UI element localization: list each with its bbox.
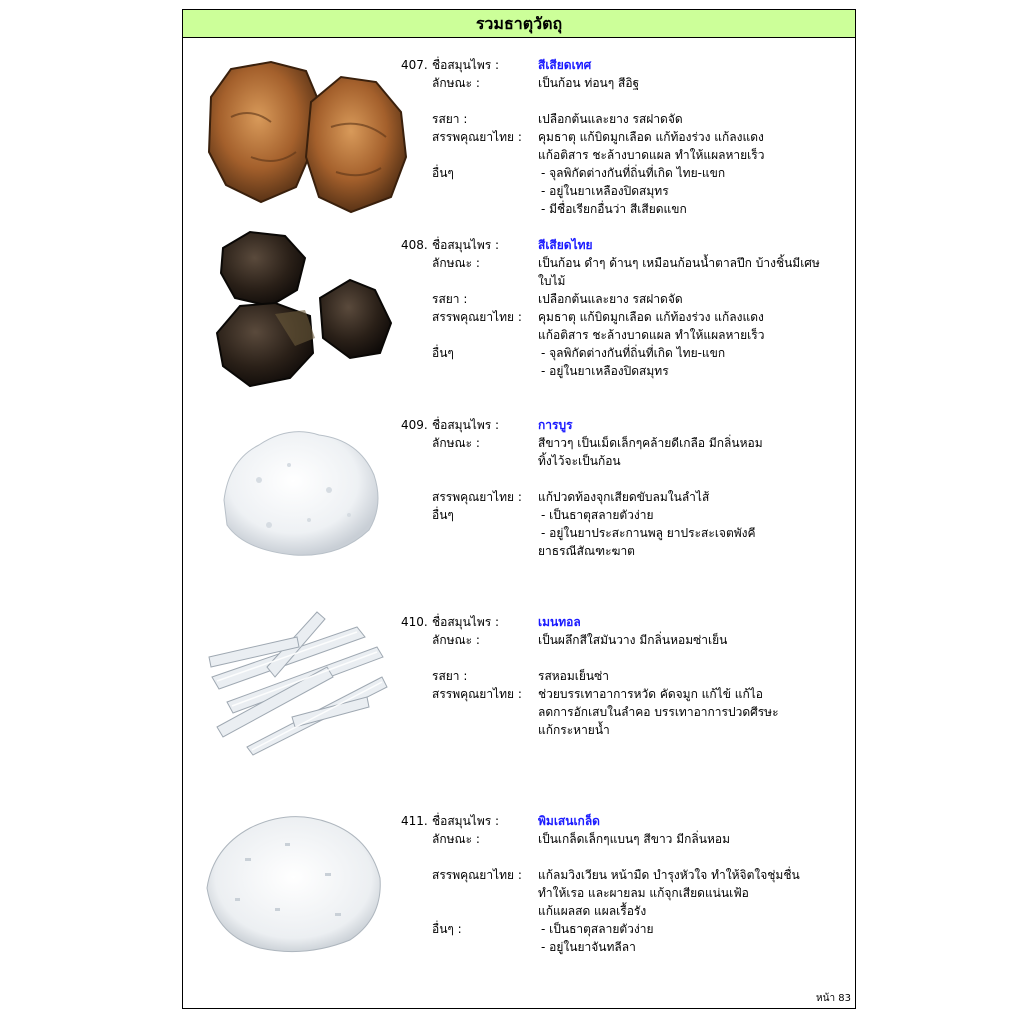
name-label: ชื่อสมุนไพร :: [432, 615, 500, 629]
entry-number: 411.: [401, 814, 428, 828]
other-line: - อยู่ในยาเหลืองปิดสมุทร: [541, 364, 669, 378]
property-line: แก้กระหายน้ำ: [538, 723, 610, 737]
other-line: - อยู่ในยาจันทลีลา: [541, 940, 636, 954]
catechu-image: [201, 57, 411, 217]
other-line: - จุลพิกัดต่างกันที่ถิ่นที่เกิด ไทย-แขก: [541, 166, 726, 180]
herb-name: การบูร: [538, 418, 573, 432]
camphor-image: [219, 420, 385, 560]
name-label: ชื่อสมุนไพร :: [432, 814, 500, 828]
property-line: แก้ปวดท้องจุกเสียดขับลมในลำไส้: [538, 490, 710, 504]
property-line: ทำให้เรอ และผายลม แก้จุกเสียดแน่นเฟ้อ: [538, 886, 749, 900]
other-label: อื่นๆ :: [432, 922, 462, 936]
other-label: อื่นๆ: [432, 166, 454, 180]
trait-label: ลักษณะ :: [432, 832, 480, 846]
taste-value: เปลือกต้นและยาง รสฝาดจัด: [538, 112, 683, 126]
taste-label: รสยา :: [432, 292, 468, 306]
menthol-image: [207, 607, 389, 757]
property-line: แก้ลมวิงเวียน หน้ามืด บำรุงหัวใจ ทำให้จิตใจชุ่มชื่น: [538, 868, 800, 882]
trait-label: ลักษณะ :: [432, 256, 480, 270]
trait-value: เป็นผลึกสีใสมันวาง มีกลิ่นหอมซ่าเย็น: [538, 633, 728, 647]
property-line: คุมธาตุ แก้บิดมูกเลือด แก้ท้องร่วง แก้ลงแดง: [538, 130, 764, 144]
other-label: อื่นๆ: [432, 508, 454, 522]
trait-value: สีขาวๆ เป็นเม็ดเล็กๆคล้ายดีเกลือ มีกลิ่นหอม: [538, 436, 763, 450]
property-label: สรรพคุณยาไทย :: [432, 868, 522, 882]
entry-number: 407.: [401, 58, 428, 72]
herb-name: เมนทอล: [538, 615, 581, 629]
other-line: - มีชื่อเรียกอื่นว่า สีเสียดแขก: [541, 202, 687, 216]
black-catechu-image: [215, 228, 393, 388]
page-number: หน้า 83: [816, 993, 851, 1004]
property-line: แก้อติสาร ชะล้างบาดแผล ทำให้แผลหายเร็ว: [538, 148, 765, 162]
property-line: ช่วยบรรเทาอาการหวัด คัดจมูก แก้ไข้ แก้ไอ: [538, 687, 763, 701]
other-line: - เป็นธาตุสลายตัวง่าย: [541, 922, 654, 936]
herb-name: สีเสียดไทย: [538, 238, 593, 252]
herb-name: สีเสียดเทศ: [538, 58, 592, 72]
trait-value: ใบไม้: [538, 274, 566, 288]
property-line: แก้แผลสด แผลเรื้อรัง: [538, 904, 647, 918]
trait-value: เป็นเกล็ดเล็กๆแบนๆ สีขาว มีกลิ่นหอม: [538, 832, 730, 846]
herb-name: พิมเสนเกล็ด: [538, 814, 600, 828]
entry-number: 409.: [401, 418, 428, 432]
entry-number: 408.: [401, 238, 428, 252]
trait-value: เป็นก้อน ท่อนๆ สีอิฐ: [538, 76, 640, 90]
trait-label: ลักษณะ :: [432, 76, 480, 90]
name-label: ชื่อสมุนไพร :: [432, 58, 500, 72]
other-line: - เป็นธาตุสลายตัวง่าย: [541, 508, 654, 522]
property-line: ลดการอักเสบในลำคอ บรรเทาอาการปวดศีรษะ: [538, 705, 779, 719]
taste-value: รสหอมเย็นซ่า: [538, 669, 610, 683]
property-label: สรรพคุณยาไทย :: [432, 490, 522, 504]
trait-value: ทิ้งไว้จะเป็นก้อน: [538, 454, 621, 468]
trait-label: ลักษณะ :: [432, 633, 480, 647]
property-label: สรรพคุณยาไทย :: [432, 310, 522, 324]
property-label: สรรพคุณยาไทย :: [432, 130, 522, 144]
taste-label: รสยา :: [432, 669, 468, 683]
taste-label: รสยา :: [432, 112, 468, 126]
other-label: อื่นๆ: [432, 346, 454, 360]
taste-value: เปลือกต้นและยาง รสฝาดจัด: [538, 292, 683, 306]
other-line: - อยู่ในยาประสะกานพลู ยาประสะเจตพังคี: [541, 526, 756, 540]
property-line: คุมธาตุ แก้บิดมูกเลือด แก้ท้องร่วง แก้ลงแดง: [538, 310, 764, 324]
name-label: ชื่อสมุนไพร :: [432, 418, 500, 432]
entry-number: 410.: [401, 615, 428, 629]
other-line: ยาธรณีสัณฑะฆาต: [538, 544, 635, 558]
name-label: ชื่อสมุนไพร :: [432, 238, 500, 252]
property-label: สรรพคุณยาไทย :: [432, 687, 522, 701]
page-title: รวมธาตุวัตถุ: [183, 10, 855, 38]
trait-label: ลักษณะ :: [432, 436, 480, 450]
other-line: - อยู่ในยาเหลืองปิดสมุทร: [541, 184, 669, 198]
other-line: - จุลพิกัดต่างกันที่ถิ่นที่เกิด ไทย-แขก: [541, 346, 726, 360]
property-line: แก้อติสาร ชะล้างบาดแผล ทำให้แผลหายเร็ว: [538, 328, 765, 342]
borneol-flakes-image: [205, 798, 385, 958]
trait-value: เป็นก้อน ดำๆ ด้านๆ เหมือนก้อนน้ำตาลปึก บ้างชิ้นมีเศษ: [538, 256, 820, 270]
document-page: [182, 9, 856, 1009]
